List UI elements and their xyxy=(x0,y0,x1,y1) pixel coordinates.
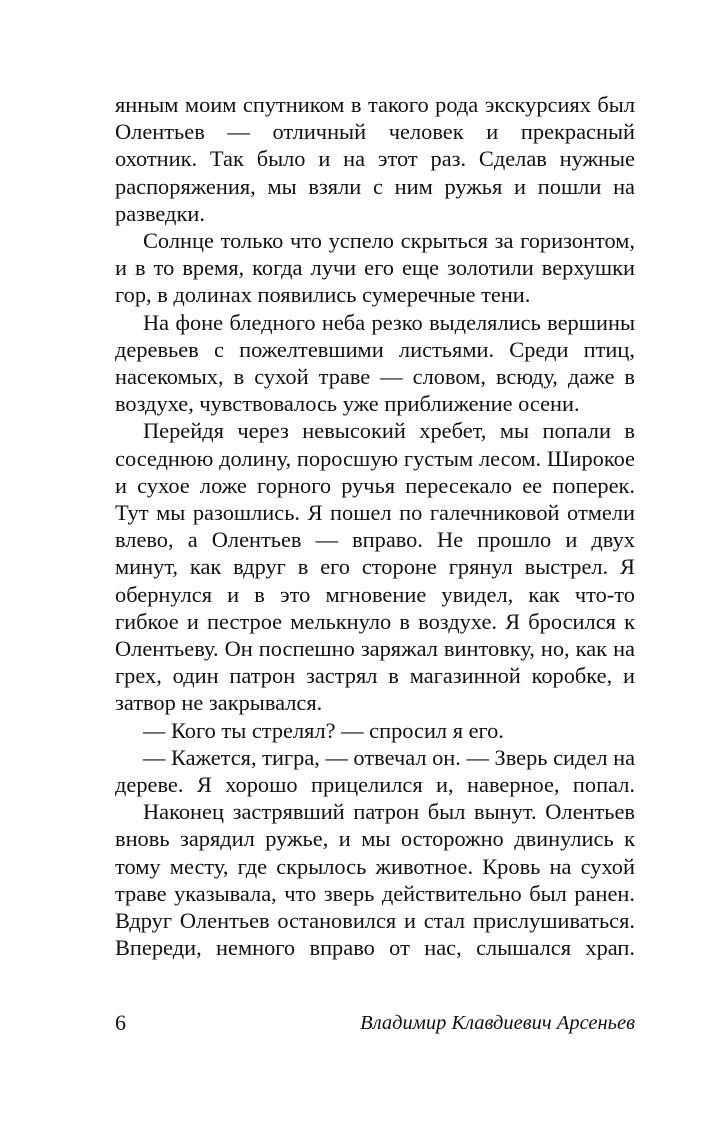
running-footer-author: Владимир Клавдиевич Арсеньев xyxy=(360,1012,635,1034)
paragraph-1: янным моим спутником в такого рода экскурсиях был Олентьев — отличный человек и прекрасный охотник. Так было и на этот раз. Сделав нужные распоряжения, мы взяли с ним ружья и пошли на разведки. xyxy=(115,92,635,226)
paragraph-6-dialogue: — Кажется, тигра, — отвечал он. — Зверь сидел на дереве. Я хорошо прицелился и, наверное, попал. xyxy=(115,744,636,798)
paragraph-7: Наконец застрявший патрон был вынут. Олентьев вновь зарядил ружье, и мы осторожно двинулись к тому месту, где скрылось животное. Кровь на сухой траве указывала, что зверь действительно был ранен. Вдруг Олентьев остановился и стал прислушиваться. Впереди, немного вправо от нас, слышался храп. xyxy=(115,799,635,961)
paragraph-3: На фоне бледного неба резко выделялись вершины деревьев с пожелтевшими листьями. Среди птиц, насекомых, в сухой траве — словом, всюду, даже в воздухе, чувствовалось уже приближение осени. xyxy=(115,309,635,417)
page-number: 6 xyxy=(115,1010,126,1035)
book-page-text xyxy=(115,91,635,962)
paragraph-2: Солнце только что успело скрыться за горизонтом, и в то время, когда лучи его еще золотили верхушки гор, в долинах появились сумеречные тени. xyxy=(115,228,635,308)
paragraph-4: Перейдя через невысокий хребет, мы попали в соседнюю долину, поросшую густым лесом. Широкое и сухое ложе горного ручья пересекало ее поперек. Тут мы разошлись. Я пошел по галечниковой отмели влево, а Олентьев — вправо. Не прошло и двух минут, как вдруг в его стороне грянул выстрел. Я обернулся и в это мгновение увидел, как что-то гибкое и пестрое мелькнуло в воздухе. Я бросился к Олентьеву. Он поспешно заряжал винтовку, но, как на грех, один патрон застрял в магазинной коробке, и затвор не закрывался. xyxy=(115,418,635,716)
paragraph-5-dialogue: — Кого ты стрелял? — спросил я его. xyxy=(143,717,504,743)
